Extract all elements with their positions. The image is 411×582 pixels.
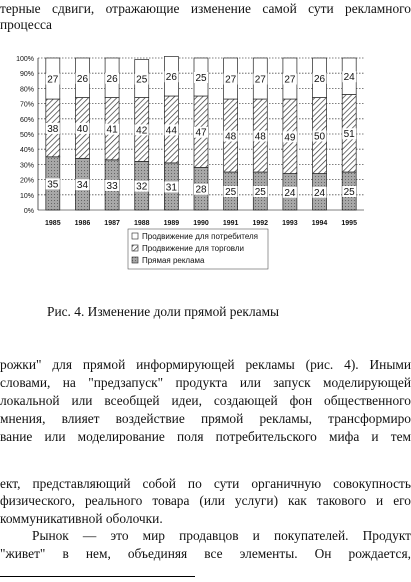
x-tick-label: 1995 [341, 220, 357, 227]
y-tick-label: 50% [19, 132, 34, 139]
body-text-line: локальной или всеобщей идеи, создающей фон общественного [0, 393, 411, 408]
data-label: 31 [165, 182, 177, 194]
legend-label: Продвижение для торговли [142, 244, 244, 253]
body-text-line: словами, на "предзапуск" продукта или запуск моделирующей [0, 375, 411, 390]
chart-legend [128, 229, 268, 269]
body-text-line: коммуникативной оболочки. [0, 511, 163, 526]
y-tick-label: 90% [19, 71, 34, 79]
x-tick-label: 1986 [74, 220, 91, 227]
legend-swatch [132, 257, 138, 263]
legend-swatch [132, 245, 138, 251]
y-tick-label: 80% [19, 86, 34, 94]
data-label: 48 [225, 131, 237, 143]
legend-label: Продвижение для потребителя [142, 232, 258, 241]
data-label: 25 [136, 74, 148, 86]
data-label: 48 [254, 131, 266, 143]
y-tick-label: 0% [23, 208, 34, 215]
footnote-rule [0, 576, 195, 577]
body-text-line: рожки" для прямой информирующей рекламы (рис. 4). Иными [0, 357, 411, 372]
data-label: 25 [195, 73, 207, 84]
legend-swatch [132, 233, 138, 239]
body-text-line: процесса [0, 17, 52, 32]
body-text-line: Рынок — это мир продавцов и покупателей. Продукт [32, 528, 411, 543]
body-text-line: мнения, влияет воздействие прямой рекламы, трансформиро [0, 411, 411, 426]
x-tick-label: 1990 [193, 220, 209, 227]
y-tick-label: 30% [19, 162, 34, 170]
data-label: 40 [76, 123, 89, 135]
data-label: 25 [343, 187, 355, 198]
data-label: 26 [106, 73, 118, 85]
x-tick-label: 1992 [252, 220, 269, 227]
data-label: 50 [313, 131, 326, 143]
x-axis-ticks [45, 220, 357, 227]
y-tick-label: 70% [19, 101, 34, 109]
data-label: 34 [76, 180, 89, 192]
data-label: 24 [343, 72, 355, 84]
body-text-line: терные сдвиги, отражающие изменение самой сути рекламного [0, 1, 411, 16]
y-tick-label: 20% [19, 177, 34, 185]
figure-caption: Рис. 4. Изменение доли прямой рекламы [47, 304, 280, 319]
x-tick-label: 1994 [311, 220, 328, 227]
x-tick-label: 1987 [104, 220, 120, 227]
data-label: 32 [136, 181, 148, 193]
data-label: 26 [313, 73, 326, 85]
data-label: 42 [136, 125, 148, 137]
data-label: 51 [343, 129, 355, 141]
data-label: 25 [225, 187, 237, 198]
stacked-bar-chart [0, 50, 411, 290]
x-tick-label: 1985 [45, 220, 61, 227]
data-label: 25 [254, 187, 266, 198]
data-label: 35 [47, 179, 59, 191]
data-label: 26 [165, 72, 177, 84]
data-label: 27 [254, 74, 266, 86]
chart-bars [46, 56, 356, 210]
data-label: 27 [47, 74, 59, 86]
data-label: 44 [165, 125, 177, 137]
data-label: 41 [106, 124, 118, 136]
data-label: 38 [47, 123, 59, 135]
x-tick-label: 1993 [282, 220, 298, 227]
x-tick-label: 1989 [163, 220, 180, 227]
data-label: 24 [313, 187, 326, 199]
y-tick-label: 40% [19, 147, 34, 155]
data-label: 28 [195, 184, 207, 196]
data-label: 47 [195, 127, 207, 139]
y-tick-label: 60% [19, 116, 34, 124]
y-axis-ticks [16, 56, 34, 215]
body-text-line: ект, представляющий собой по сути органичную совокупность [0, 476, 411, 491]
x-tick-label: 1991 [222, 220, 239, 227]
body-text-line: вание или моделирование поля потребительского мифа и тем [0, 429, 411, 444]
body-text-line: физического, реального товара (или услуги) как такового и его [0, 493, 411, 508]
data-label: 33 [106, 180, 118, 192]
data-label: 27 [225, 74, 237, 86]
legend-label: Прямая реклама [142, 256, 205, 265]
y-tick-label: 10% [19, 192, 34, 200]
body-text-line: "живет" в нем, объединяя все элементы. Он рождается, [0, 546, 411, 561]
data-label: 26 [76, 73, 89, 85]
data-label: 49 [284, 132, 296, 144]
x-tick-label: 1988 [133, 220, 150, 227]
data-label: 27 [284, 74, 296, 86]
data-label: 24 [284, 187, 296, 199]
y-tick-label: 100% [16, 56, 34, 63]
